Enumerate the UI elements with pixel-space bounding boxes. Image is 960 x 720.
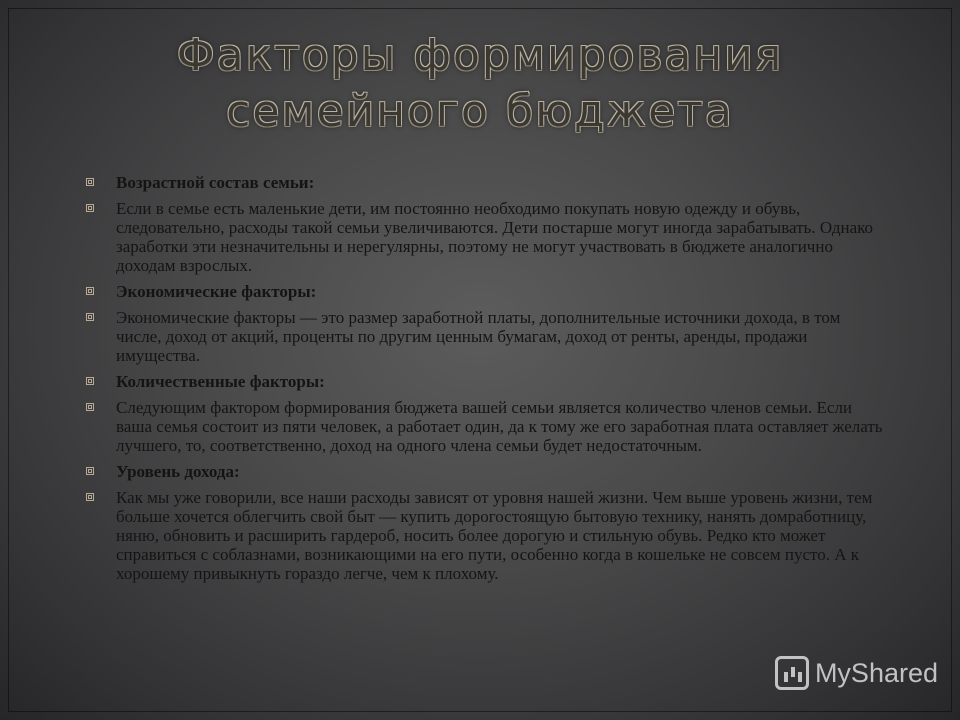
slide-title-line-1: Факторы формирования [176, 30, 784, 81]
list-item-heading [84, 173, 884, 192]
list-item-text: Следующим фактором формирования бюджета вашей семьи является количество членов семьи. Если ваша семья состоит из пяти человек, а работает один, да к тому же его заработная плата оставляет желать лучшего, то, соответственно, доход на одного члена семьи будет недостаточным. [116, 398, 883, 455]
square-bullet-icon [86, 178, 94, 186]
slide-content [84, 173, 884, 590]
list-item [84, 488, 884, 583]
list-item-heading [84, 282, 884, 301]
list-item-heading [84, 462, 884, 481]
square-bullet-icon [86, 467, 94, 475]
square-bullet-icon [86, 204, 94, 212]
square-bullet-icon [86, 313, 94, 321]
myshared-logo-icon [775, 656, 809, 690]
square-bullet-icon [86, 403, 94, 411]
slide-title [0, 28, 960, 140]
list-item [84, 308, 884, 365]
list-item-text: Экономические факторы — это размер заработной платы, дополнительные источники дохода, в том числе, доход от акций, проценты по другим ценным бумагам, доход от ренты, аренды, продажи имущества. [116, 308, 841, 365]
watermark-text: MyShared [814, 657, 938, 688]
list-item-text: Количественные факторы: [116, 372, 325, 391]
list-item-text: Если в семье есть маленькие дети, им постоянно необходимо покупать новую одежду и обувь, следовательно, расходы такой семьи увеличиваются. Дети постарше могут иногда зарабатывать. Однако заработки эти незначительны и нерегулярны, поэтому не могут участвовать в бюджете аналогично доходам взрослых. [116, 199, 874, 275]
list-item [84, 199, 884, 275]
list-item-text: Как мы уже говорили, все наши расходы зависят от уровня нашей жизни. Чем выше уровень жизни, тем больше хочется облегчить свой быт — купить дорогостоящую бытовую технику, нанять домработницу, няню, обновить и расширить гардероб, носить более дорогую и стильную обувь. Редко кто может справиться с соблазнами, возникающими на его пути, особенно когда в кошельке не совсем пусто. А к хорошему привыкнуть гораздо легче, чем к плохому. [116, 488, 873, 583]
list-item-text: Возрастной состав семьи: [116, 173, 315, 192]
list-item-heading [84, 372, 884, 391]
square-bullet-icon [86, 377, 94, 385]
myshared-watermark [775, 656, 938, 690]
square-bullet-icon [86, 493, 94, 501]
square-bullet-icon [86, 287, 94, 295]
list-item-text: Уровень дохода: [116, 462, 240, 481]
list-item [84, 398, 884, 455]
slide-title-line-2: семейного бюджета [226, 86, 734, 137]
list-item-text: Экономические факторы: [116, 282, 317, 301]
